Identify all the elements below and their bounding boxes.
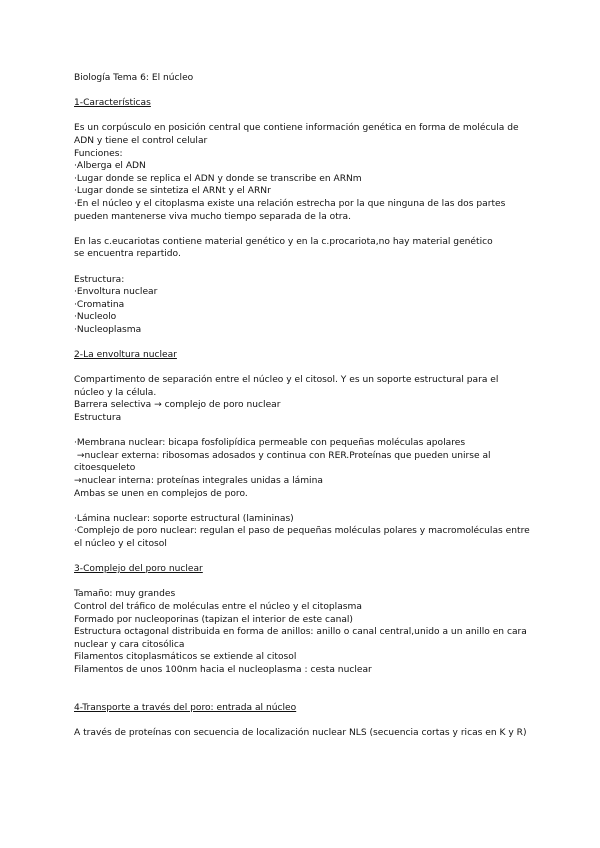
list-item: ·Nucleolo [74, 312, 117, 323]
text-line: núcleo y la célula. [74, 387, 157, 398]
spacer [74, 336, 544, 349]
spacer [74, 362, 544, 375]
text-line: Ambas se unen en complejos de poro. [74, 488, 248, 499]
text-line: el núcleo y el citosol [74, 538, 167, 549]
text-line: pueden mantenerse viva mucho tiempo separada de la otra. [74, 211, 351, 222]
text-line: →nuclear interna: proteínas integrales unidas a lámina [74, 476, 323, 486]
text-line: Filamentos citoplasmáticos se extiende al citosol [74, 652, 297, 663]
text-line: Estructura octagonal distribuida en forma de anillos: anillo o canal central,unido a un anillo en cara [74, 627, 527, 638]
list-item: ·Lugar donde se replica el ADN y donde se transcribe en ARNm [74, 173, 362, 184]
section-2-membrane [74, 437, 544, 500]
section-1-heading: 1-Características [74, 98, 151, 109]
section-2-lamina [74, 513, 544, 551]
spacer [74, 85, 544, 98]
text-line: nuclear y cara citosólica [74, 639, 185, 650]
section-4-heading: 4-Transporte a través del poro: entrada al núcleo [74, 702, 297, 713]
text-line: Estructura: [74, 274, 125, 285]
section-2-heading: 2-La envoltura nuclear [74, 350, 177, 361]
section-3-heading: 3-Complejo del poro nuclear [74, 564, 203, 575]
spacer [74, 500, 544, 513]
text-line: En las c.eucariotas contiene material genético y en la c.procariota,no hay material genético [74, 236, 493, 247]
list-item: ·Nucleoplasma [74, 324, 142, 335]
list-item: ·Envoltura nuclear [74, 287, 158, 298]
section-1-eukaryotes [74, 236, 544, 261]
list-item: ·Lámina nuclear: soporte estructural (lamininas) [74, 513, 294, 524]
list-item: ·Membrana nuclear: bicapa fosfolipídica permeable con pequeñas moléculas apolares [74, 438, 466, 449]
list-item: ·En el núcleo y el citoplasma existe una relación estrecha por la que ninguna de las dos partes [74, 198, 506, 209]
list-item: ·Complejo de poro nuclear: regulan el paso de pequeñas moléculas polares y macromoléculas entre [74, 526, 530, 537]
text-line: ADN y tiene el control celular [74, 135, 208, 146]
spacer [74, 677, 544, 702]
text-line: citoesqueleto [74, 463, 136, 474]
spacer [74, 223, 544, 236]
section-1-intro [74, 122, 544, 223]
text-line: Control del tráfico de moléculas entre el núcleo y el citoplasma [74, 601, 362, 612]
text-line: Estructura [74, 413, 122, 424]
list-item: ·Cromatina [74, 299, 125, 310]
list-item: ·Lugar donde se sintetiza el ARNt y el ARNr [74, 186, 271, 197]
section-2-intro [74, 374, 544, 424]
text-line: Es un corpúsculo en posición central que contiene información genética en forma de molécula de [74, 123, 519, 134]
spacer [74, 714, 544, 727]
document-title: Biología Tema 6: El núcleo [74, 73, 194, 83]
spacer [74, 576, 544, 589]
spacer [74, 110, 544, 123]
text-line: se encuentra repartido. [74, 249, 181, 260]
spacer [74, 425, 544, 438]
document-page [74, 72, 544, 739]
spacer [74, 551, 544, 564]
text-line: Funciones: [74, 148, 123, 159]
text-line: Barrera selectiva → complejo de poro nuclear [74, 400, 281, 411]
list-item: ·Alberga el ADN [74, 161, 146, 172]
text-line: Formado por nucleoporinas (tapizan el interior de este canal) [74, 614, 353, 625]
spacer [74, 261, 544, 274]
text-line: Tamaño: muy grandes [74, 589, 176, 600]
text-line: →nuclear externa: ribosomas adosados y continua con RER.Proteínas que pueden unirse al [74, 450, 491, 461]
text-line: Filamentos de unos 100nm hacia el nucleoplasma : cesta nuclear [74, 664, 372, 675]
text-line: A través de proteínas con secuencia de localización nuclear NLS (secuencia cortas y ricas en K y R) [74, 727, 527, 738]
section-3-body [74, 588, 544, 676]
section-1-structure [74, 274, 544, 337]
text-line: Compartimento de separación entre el núcleo y el citosol. Y es un soporte estructural para el [74, 375, 499, 386]
section-4-body [74, 727, 544, 740]
